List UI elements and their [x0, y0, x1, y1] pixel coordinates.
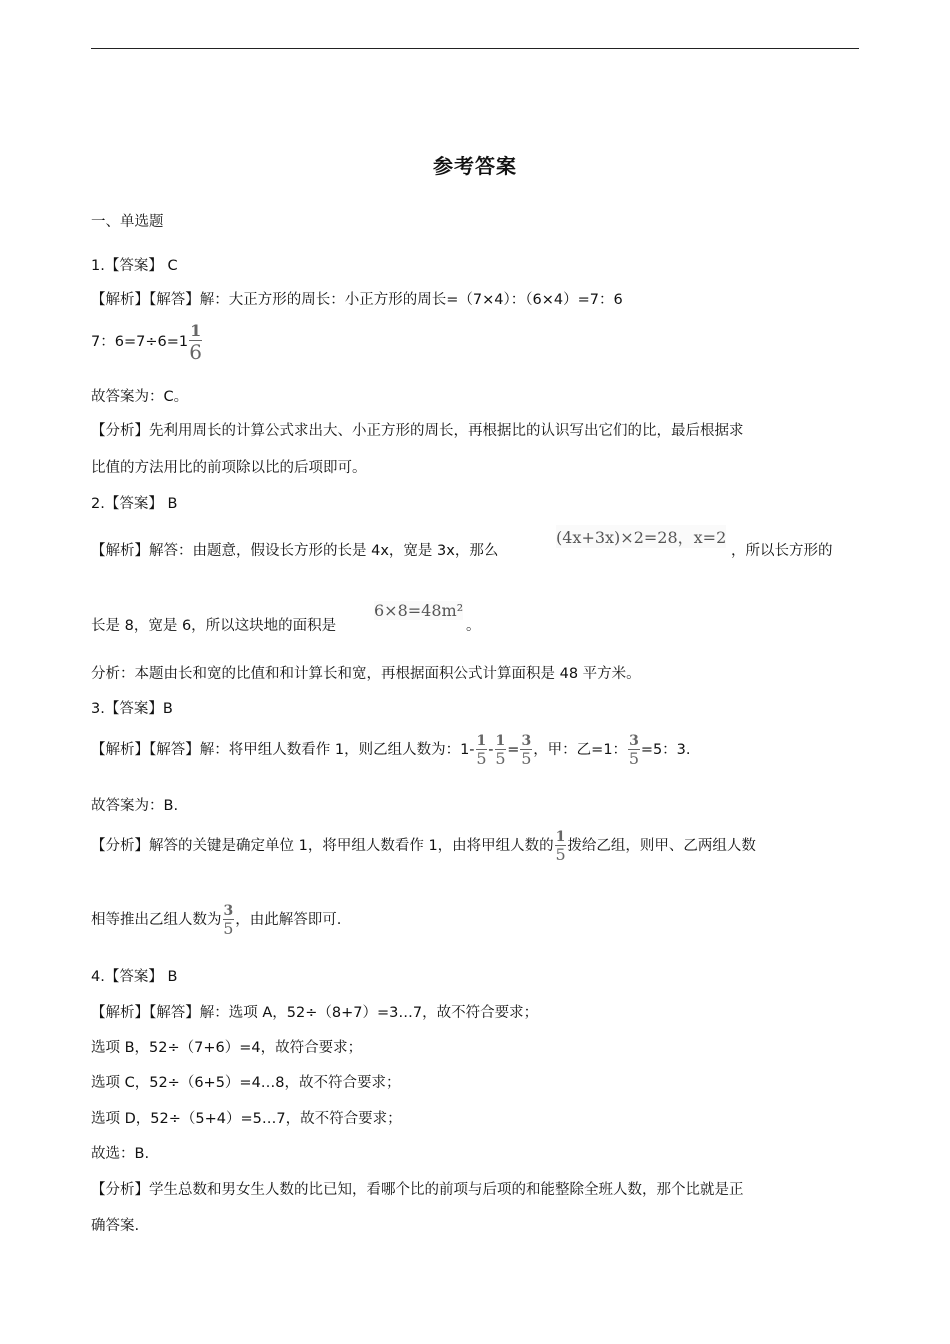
- section-heading: 一、单选题: [91, 214, 164, 230]
- q3-fenxi-line1: 【分析】解答的关键是确定单位 1，将甲组人数看作 1，由将甲组人数的 $\frac{1}{5}$ 拨给乙组，则甲、乙两组人数: [91, 828, 756, 864]
- q1-conclusion: 故答案为：C。: [91, 389, 189, 405]
- q3-fraction-3: $\frac{3}{5}$: [521, 732, 532, 768]
- q2-line2-suffix: 。: [466, 618, 481, 634]
- q1-calc-text: 7：6=7÷6=1: [91, 334, 189, 350]
- q3-fraction-1: $\frac{1}{5}$: [476, 732, 487, 768]
- q3-conclusion: 故答案为：B.: [91, 798, 179, 814]
- q1-fraction: $\frac{1}{6}$: [189, 320, 203, 364]
- q3-fraction-2: $\frac{1}{5}$: [495, 732, 506, 768]
- q4-conclusion: 故选：B.: [91, 1146, 150, 1162]
- header-rule: [91, 48, 859, 49]
- q3-answer: 3.【答案】B: [91, 701, 173, 717]
- q4-line-a: 【解析】【解答】解：选项 A，52÷（8+7）=3…7，故不符合要求；: [91, 1005, 539, 1021]
- q2-line1-suffix: ，所以长方形的: [731, 543, 833, 559]
- q2-line1-prefix: 【解析】解答：由题意，假设长方形的长是 4x，宽是 3x，那么: [91, 543, 499, 559]
- q4-fenxi-line2: 确答案.: [91, 1218, 140, 1234]
- q1-fenxi-line1: 【分析】先利用周长的计算公式求出大、小正方形的周长，再根据比的认识写出它们的比，最后根据求: [91, 423, 744, 439]
- q2-line2-prefix: 长是 8，宽是 6，所以这块地的面积是: [91, 618, 337, 634]
- q2-formula1: (4x+3x)×2=28，x=2: [556, 525, 726, 548]
- q4-line-b: 选项 B，52÷（7+6）=4，故符合要求；: [91, 1040, 363, 1056]
- q2-formula2: 6×8=48m²: [374, 601, 464, 620]
- page-title: 参考答案: [433, 154, 517, 178]
- q1-fenxi-line2: 比值的方法用比的前项除以比的后项即可。: [91, 460, 367, 476]
- q3-fenxi-fraction-2: $\frac{3}{5}$: [223, 902, 234, 938]
- q4-answer: 4.【答案】 B: [91, 969, 178, 985]
- q1-analysis: 【解析】【解答】解：大正方形的周长：小正方形的周长=（7×4）：（6×4）=7：6: [91, 292, 623, 308]
- q2-answer: 2.【答案】 B: [91, 496, 178, 512]
- q2-fenxi: 分析：本题由长和宽的比值和和计算长和宽，再根据面积公式计算面积是 48 平方米。: [91, 666, 641, 682]
- q1-answer: 1.【答案】 C: [91, 258, 178, 274]
- q4-fenxi-line1: 【分析】学生总数和男女生人数的比已知，看哪个比的前项与后项的和能整除全班人数，那个比就是正: [91, 1182, 744, 1198]
- q3-fenxi-line2: 相等推出乙组人数为 $\frac{3}{5}$ ，由此解答即可.: [91, 902, 342, 938]
- q3-fenxi-fraction-1: $\frac{1}{5}$: [555, 828, 566, 864]
- q3-analysis: 【解析】【解答】解：将甲组人数看作 1，则乙组人数为：1- $\frac{1}{5}$ - $\frac{1}{5}$ = $\frac{3}{5}$ ，甲：乙=1： $\frac{3}{5}$ =5：3.: [91, 732, 691, 768]
- q3-fraction-4: $\frac{3}{5}$: [628, 732, 640, 768]
- q4-line-c: 选项 C，52÷（6+5）=4…8，故不符合要求；: [91, 1075, 401, 1091]
- q4-line-d: 选项 D，52÷（5+4）=5…7，故不符合要求；: [91, 1111, 402, 1127]
- q1-calc: [91, 322, 203, 362]
